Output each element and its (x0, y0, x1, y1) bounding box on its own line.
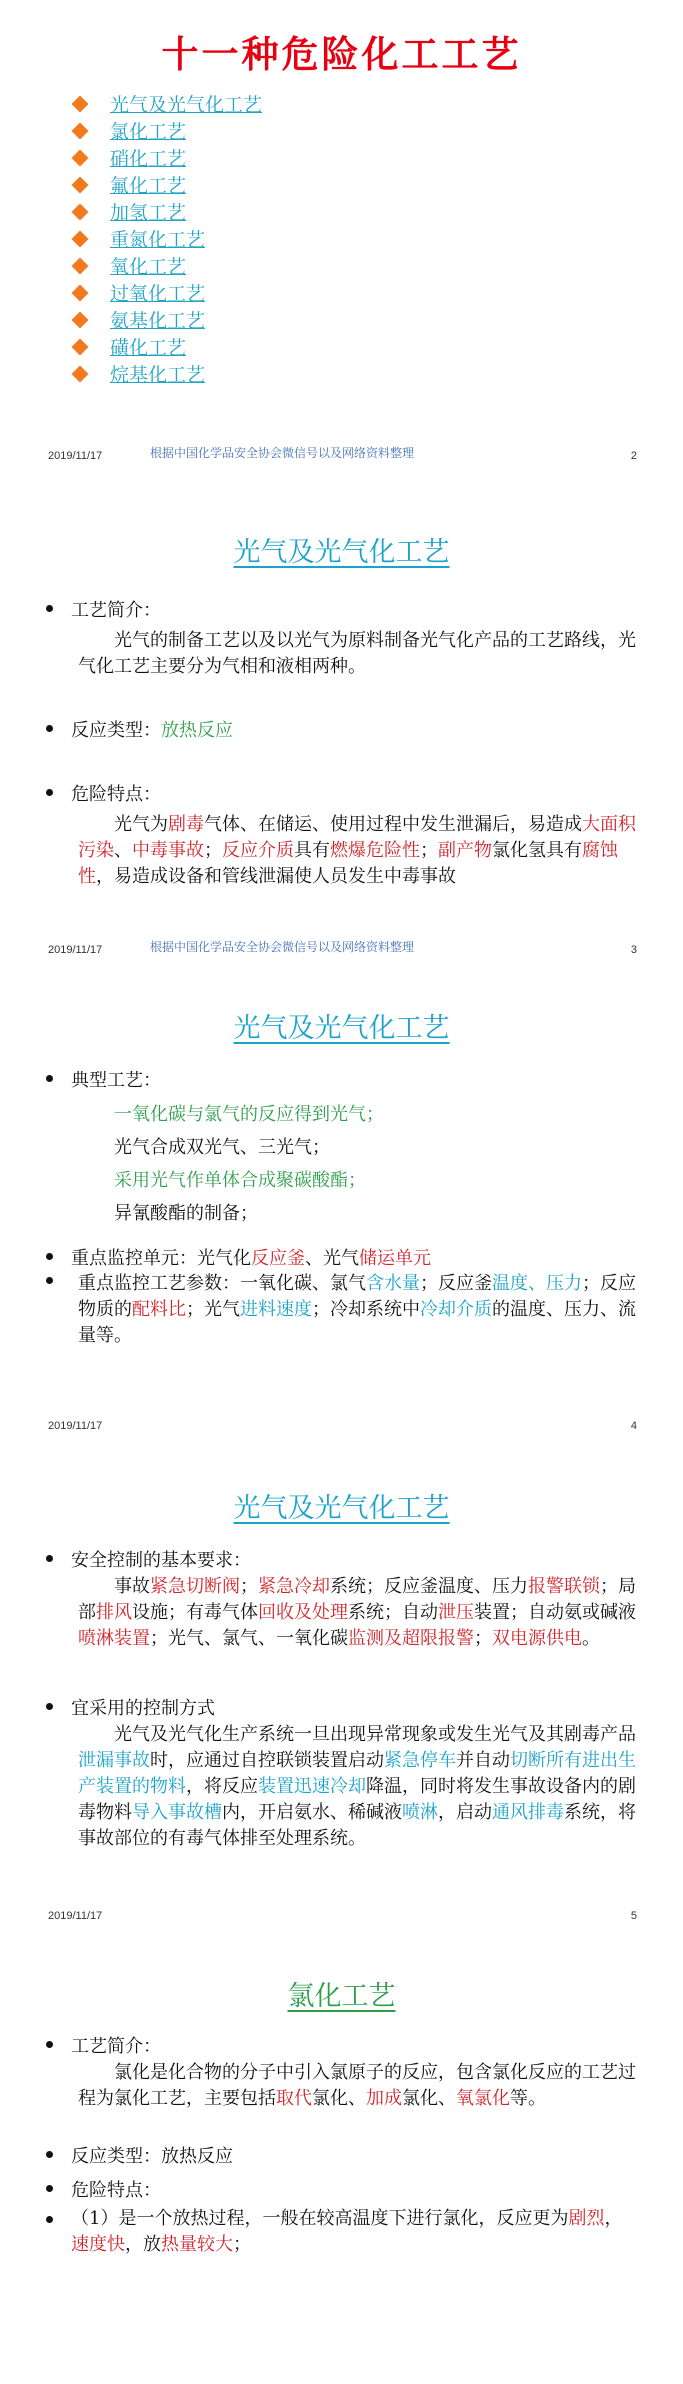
diamond-bullet-icon (72, 338, 89, 355)
bullet-dot-icon (46, 1555, 53, 1562)
typical-line: 采用光气作单体合成聚碳酸酯； (114, 1170, 366, 1191)
footer-date: 2019/11/17 (48, 1420, 103, 1432)
slide-phosgene-intro (0, 478, 683, 968)
diamond-bullet-icon (72, 122, 89, 139)
highlight-run: 切断所有进出生产装置的物料 (78, 1750, 636, 1797)
highlight-run: 配料比 (132, 1299, 186, 1320)
bullet-intro (0, 2032, 161, 2058)
toc-link[interactable]: 氯化工艺 (110, 121, 187, 143)
control-paragraph (78, 1722, 646, 1852)
toc-item[interactable] (68, 198, 262, 225)
toc-item[interactable] (68, 225, 262, 252)
highlight-run: 副产物 (438, 840, 492, 861)
text-run: ；光气、氯气、一氧化碳 (150, 1628, 348, 1649)
text-run: 氯化是化合物的分子中引入氯原子的反应，包含氯化反应的工艺过程为氯化工艺，主要包括 (78, 2062, 636, 2109)
slide-title: 氯化工艺 (287, 1981, 396, 2012)
highlight-run: 通风排毒 (492, 1802, 564, 1823)
highlight-run: 温度、压力 (492, 1273, 582, 1294)
bullet-dot-icon (46, 2185, 53, 2192)
toc-link[interactable]: 硝化工艺 (110, 148, 187, 170)
highlight-run: 进料速度 (240, 1299, 312, 1320)
highlight-run: 取代 (276, 2088, 312, 2109)
toc-item[interactable] (68, 171, 262, 198)
toc-link[interactable]: 氨基化工艺 (110, 310, 206, 332)
reaction-value: 放热反应 (161, 2146, 233, 2167)
text-run: ；冷却系统中 (312, 1299, 420, 1320)
bullet-dot-icon (46, 789, 53, 796)
bullet-label: 危险特点： (71, 784, 161, 805)
text-run: 氯化氢具有 (492, 840, 582, 861)
toc-item[interactable] (68, 252, 262, 279)
highlight-run: 反应介质 (222, 840, 294, 861)
highlight-run: 反应釜 (251, 1248, 305, 1269)
text-run: 气体、在储运、使用过程中发生泄漏后，易造成 (204, 814, 582, 835)
bullet-intro (0, 596, 161, 622)
diamond-bullet-icon (72, 284, 89, 301)
intro-paragraph (78, 628, 638, 680)
highlight-run: 回收及处理 (258, 1602, 348, 1623)
page-number: 4 (630, 1420, 637, 1432)
toc-list (68, 90, 262, 387)
diamond-bullet-icon (72, 311, 89, 328)
safety-paragraph (78, 1574, 646, 1652)
text-run: 降温，同时将发生事故设备内的剧毒物料 (78, 1776, 636, 1823)
bullet-hazard (0, 2176, 161, 2202)
bullet-label: 危险特点： (71, 2180, 161, 2201)
text-run: 氯化、 (312, 2088, 366, 2109)
text-run: 系统；反应釜温度、压力 (330, 1576, 528, 1597)
footer-date: 2019/11/17 (48, 1910, 103, 1922)
highlight-run: 紧急停车 (384, 1750, 456, 1771)
text-run: ；反应釜 (420, 1273, 492, 1294)
typical-line: 光气合成双光气、三光气； (114, 1137, 330, 1158)
text-run: ，将反应 (186, 1776, 258, 1797)
footer-date: 2019/11/17 (48, 450, 103, 462)
bullet-label: 工艺简介： (71, 600, 161, 621)
bullet-label: 重点监控单元： (71, 1248, 197, 1269)
highlight-run: 泄漏事故 (78, 1750, 150, 1771)
page-number: 5 (630, 1910, 637, 1922)
text-run: 氯化、 (402, 2088, 456, 2109)
slide-phosgene-typical (0, 968, 683, 1446)
text-run: ； (204, 840, 222, 861)
slide-toc (0, 0, 683, 478)
bullet-reaction (0, 716, 233, 742)
text-run: 光气化 (197, 1248, 251, 1269)
page-number: 2 (630, 450, 637, 462)
bullet-label: 重点监控工艺参数： (78, 1273, 240, 1294)
text-run: 设施；有毒气体 (132, 1602, 258, 1623)
text-run: ；反应物质的 (78, 1273, 636, 1320)
highlight-run: 储运单元 (359, 1248, 431, 1269)
bullet-label: 反应类型： (71, 720, 161, 741)
toc-item[interactable] (68, 117, 262, 144)
bullet-monitor-param (0, 1272, 640, 1346)
bullet-dot-icon (46, 1703, 53, 1710)
text-run: 并自动 (456, 1750, 510, 1771)
text-run: ，启动 (438, 1802, 492, 1823)
text-run: 事故 (114, 1576, 150, 1597)
toc-item[interactable] (68, 279, 262, 306)
text-run: ；光气 (186, 1299, 240, 1320)
bullet-dot-icon (46, 1253, 53, 1260)
bullet-dot-icon (46, 2151, 53, 2158)
bullet-label: 工艺简介： (71, 2036, 161, 2057)
highlight-run: 氧氯化 (456, 2088, 510, 2109)
bullet-dot-icon (46, 1075, 53, 1082)
text-run: 、光气 (305, 1248, 359, 1269)
text-run: 等。 (510, 2088, 546, 2109)
highlight-run: 排风 (96, 1602, 132, 1623)
slide-title: 光气及光气化工艺 (233, 537, 450, 568)
toc-link[interactable]: 氟化工艺 (110, 175, 187, 197)
toc-item[interactable] (68, 306, 262, 333)
bullet-dot-icon (46, 2041, 53, 2048)
text-run: ；局部 (78, 1576, 636, 1623)
toc-item[interactable] (68, 144, 262, 171)
text-run: 装置；自动氨或碱液 (474, 1602, 636, 1623)
highlight-run: 双电源供电 (492, 1628, 582, 1649)
bullet-dot-icon (46, 725, 53, 732)
typical-list (114, 1098, 384, 1230)
typical-line: 一氧化碳与氯气的反应得到光气； (114, 1104, 384, 1125)
highlight-run: 中毒事故 (132, 840, 204, 861)
slide-title: 光气及光气化工艺 (233, 1493, 450, 1524)
text-run: 光气及光气化生产系统一旦出现异常现象或发生光气及其剧毒产品 (114, 1724, 636, 1745)
highlight-run: 泄压 (438, 1602, 474, 1623)
highlight-run: 紧急冷却 (258, 1576, 330, 1597)
diamond-bullet-icon (72, 149, 89, 166)
bullet-monitor-unit (0, 1244, 431, 1272)
text-run: 、 (114, 840, 132, 861)
bullet-label: 安全控制的基本要求： (71, 1550, 251, 1571)
toc-item[interactable] (68, 333, 262, 360)
highlight-run: 腐蚀性 (78, 840, 618, 887)
text-run: 。 (582, 1628, 600, 1649)
diamond-bullet-icon (72, 257, 89, 274)
highlight-run: 喷淋 (402, 1802, 438, 1823)
toc-link[interactable]: 烷基化工艺 (110, 364, 206, 386)
highlight-run: 热量较大 (161, 2234, 233, 2255)
slide-phosgene-safety (0, 1446, 683, 1936)
highlight-run: 导入事故槽 (132, 1802, 222, 1823)
intro-paragraph (78, 2060, 646, 2112)
slide-chlorination (0, 1936, 683, 2384)
highlight-run: 紧急切断阀 (150, 1576, 240, 1597)
text-run: ，放 (125, 2234, 161, 2255)
bullet-control (0, 1694, 215, 1720)
footer-source: 根据中国化学品安全协会微信号以及网络资料整理 (150, 446, 415, 460)
footer-source: 根据中国化学品安全协会微信号以及网络资料整理 (150, 940, 415, 954)
highlight-run: 装置迅速冷却 (258, 1776, 366, 1797)
highlight-run: 大面积污染 (78, 814, 636, 861)
hazard-paragraph (0, 2206, 646, 2258)
text-run: ； (233, 2234, 251, 2255)
text-run: 具有 (294, 840, 330, 861)
highlight-run: 监测及超限报警 (348, 1628, 474, 1649)
diamond-bullet-icon (72, 203, 89, 220)
bullet-dot-icon (46, 1277, 53, 1284)
diamond-bullet-icon (72, 365, 89, 382)
bullet-safety (0, 1546, 251, 1572)
toc-link[interactable]: 磺化工艺 (110, 337, 187, 359)
bullet-label: 典型工艺： (71, 1070, 161, 1091)
toc-link[interactable]: 重氮化工艺 (110, 229, 206, 251)
slide-title: 十一种危险化工工艺 (161, 33, 522, 76)
toc-link[interactable]: 加氢工艺 (110, 202, 187, 224)
diamond-bullet-icon (72, 176, 89, 193)
bullet-dot-icon (46, 605, 53, 612)
reaction-value: 放热反应 (161, 720, 233, 741)
toc-link[interactable]: 氧化工艺 (110, 256, 187, 278)
bullet-label: 宜采用的控制方式 (71, 1698, 215, 1719)
highlight-run: 喷淋装置 (78, 1628, 150, 1649)
toc-link[interactable]: 光气及光气化工艺 (110, 94, 263, 116)
toc-item[interactable] (68, 90, 262, 117)
text-run: ； (420, 840, 438, 861)
highlight-run: 剧毒 (168, 814, 204, 835)
bullet-typical (0, 1066, 161, 1092)
toc-item[interactable] (68, 360, 262, 387)
footer-date: 2019/11/17 (48, 944, 103, 956)
intro-text: 光气的制备工艺以及以光气为原料制备光气化产品的工艺路线，光气化工艺主要分为气相和液相两种。 (78, 630, 636, 677)
highlight-run: 含水量 (366, 1273, 420, 1294)
text-run: 一氧化碳、氯气 (240, 1273, 366, 1294)
hazard-paragraph (78, 812, 646, 890)
diamond-bullet-icon (72, 230, 89, 247)
highlight-run: 剧烈 (568, 2208, 605, 2229)
text-run: 的温度、压力、流量等。 (78, 1299, 636, 1346)
text-run: ； (474, 1628, 492, 1649)
toc-link[interactable]: 过氧化工艺 (110, 283, 206, 305)
typical-line: 异氰酸酯的制备； (114, 1203, 258, 1224)
highlight-run: 报警联锁 (528, 1576, 600, 1597)
text-run: 内，开启氨水、稀碱液 (222, 1802, 402, 1823)
text-run: 时，应通过自控联锁装置启动 (150, 1750, 384, 1771)
slide-title: 光气及光气化工艺 (233, 1013, 450, 1044)
bullet-dot-icon (46, 2216, 53, 2223)
text-run: ，易造成设备和管线泄漏使人员发生中毒事故 (96, 866, 456, 887)
highlight-run: 冷却介质 (420, 1299, 492, 1320)
text-run: 光气为 (114, 814, 168, 835)
bullet-reaction (0, 2142, 233, 2170)
text-run: ， (604, 2208, 623, 2229)
page-number: 3 (630, 944, 637, 956)
bullet-label: 反应类型： (71, 2146, 161, 2167)
highlight-run: 速度快 (71, 2234, 125, 2255)
text-run: 系统，将事故部位的有毒气体排至处理系统。 (78, 1802, 636, 1849)
text-run: （1）是一个放热过程，一般在较高温度下进行氯化，反应更为 (71, 2208, 569, 2229)
highlight-run: 燃爆危险性 (330, 840, 420, 861)
highlight-run: 加成 (366, 2088, 402, 2109)
text-run: ； (240, 1576, 258, 1597)
bullet-hazard (0, 780, 161, 806)
diamond-bullet-icon (72, 95, 89, 112)
text-run: 系统；自动 (348, 1602, 438, 1623)
